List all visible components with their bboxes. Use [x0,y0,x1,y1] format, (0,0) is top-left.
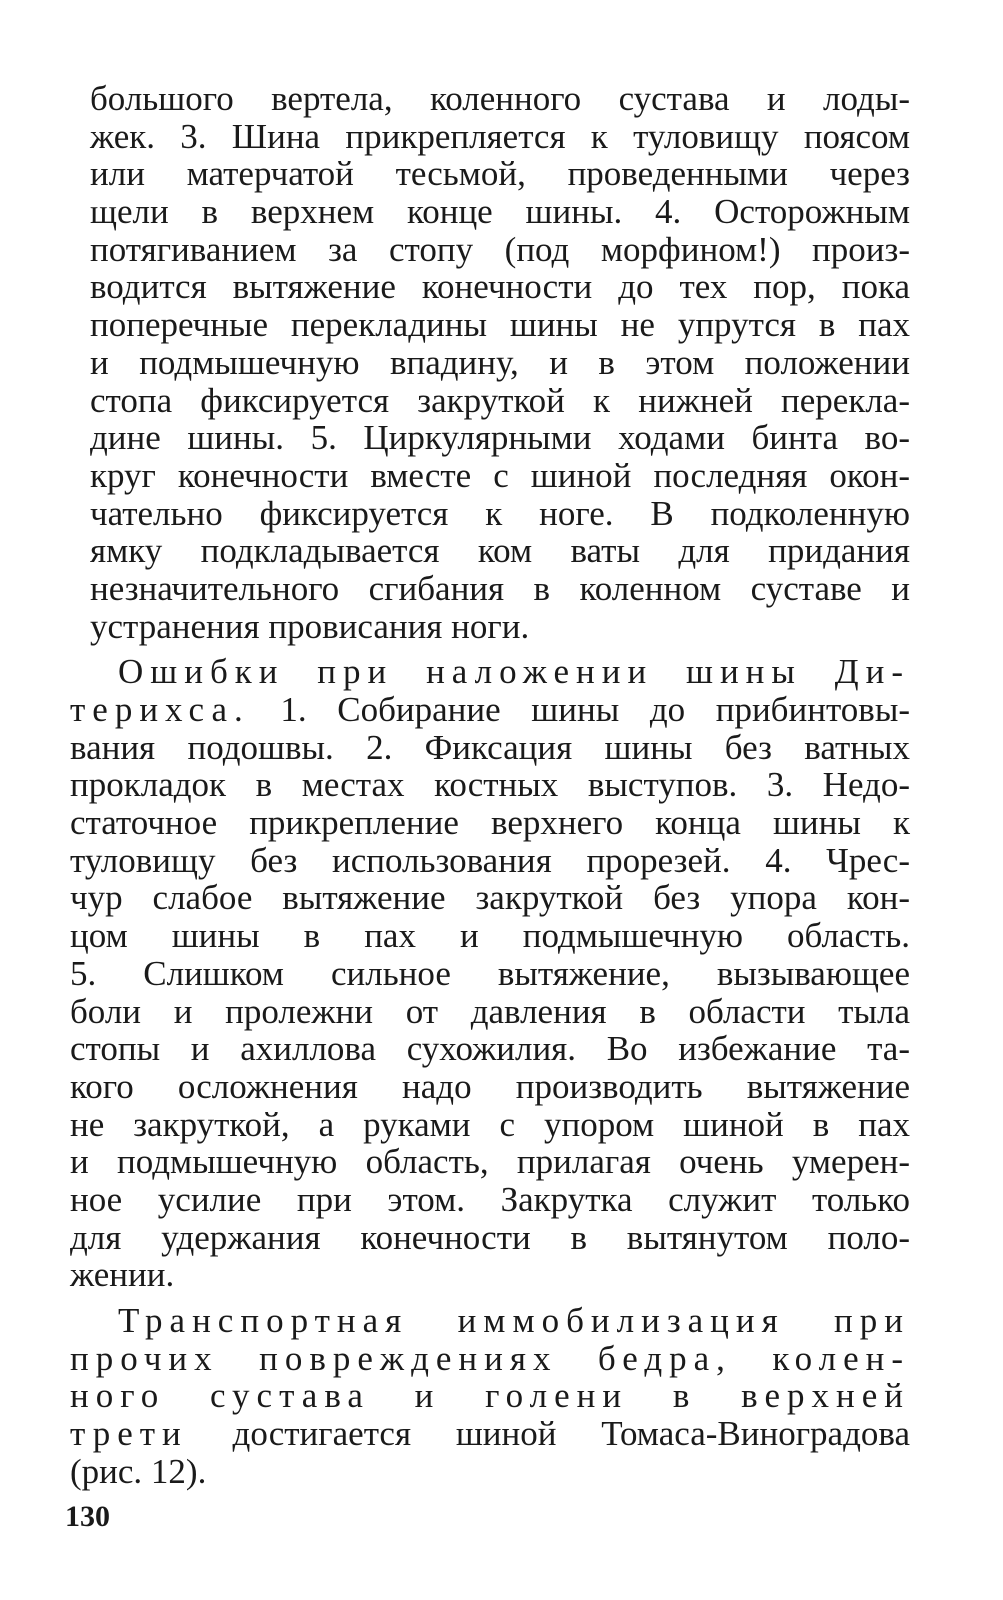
text-line: жении. [70,1255,175,1295]
text-line: или матерчатой тесьмой, проведенными через [90,154,910,194]
paragraph-3 [70,1302,910,1490]
text-line: цом шины в пах и подмышечную область. [70,916,910,956]
text-line: для удержания конечности в вытянутом поло- [70,1217,910,1257]
text-line: ное усилие при этом. Закрутка служит только [70,1179,910,1219]
text-line: вания подошвы. 2. Фиксация шины без ватных [70,727,910,767]
section-heading: Транспортная иммобилизация при [118,1301,910,1340]
text-fragment: 1. Собирание шины до прибинтовы- [249,690,910,729]
text-fragment: достигается шиной Томаса-Виноградова [187,1414,910,1454]
text-line: устранения провисания ноги. [90,606,530,646]
text-line: большого вертела, коленного сустава и лоды- [90,79,910,118]
text-line: и подмышечную впадину, и в этом положении [90,342,910,382]
text-line: круг конечности вместе с шиной последняя окон- [90,455,910,495]
paragraph-1 [90,80,910,645]
text-line: туловищу без использования прорезей. 4. Чрес- [70,840,910,880]
text-line: 5. Слишком сильное вытяжение, вызывающее [70,953,910,993]
text-line: статочное прикрепление верхнего конца шины к [70,803,910,843]
text-line [70,691,910,729]
text-line: щели в верхнем конце шины. 4. Осторожным [90,192,910,232]
text-line: ямку подкладывается ком ваты для придания [90,531,910,571]
text-line: водится вытяжение конечности до тех пор, пока [90,267,910,307]
text-line: стопы и ахиллова сухожилия. Во избежание та- [70,1029,910,1069]
section-heading-continued: трети [70,1414,188,1454]
text-line: потягиванием за стопу (под морфином!) произ- [90,229,910,269]
text-line: жек. 3. Шина прикрепляется к туловищу поясом [90,116,910,156]
section-heading: прочих повреждениях бедра, колен- [70,1338,910,1378]
text-line: прокладок в местах костных выступов. 3. Недо- [70,765,910,805]
text-line: боли и пролежни от давления в области тыла [70,991,910,1031]
section-heading: ного сустава и голени в верхней [70,1376,910,1416]
text-line: чательно фиксируется к ноге. В подколенную [90,493,910,533]
page-text [70,80,910,1490]
section-heading-continued: терихса. [70,690,250,729]
paragraph-2 [70,653,910,1294]
text-line: кого осложнения надо производить вытяжение [70,1066,910,1106]
text-line: чур слабое вытяжение закруткой без упора кон- [70,878,910,918]
text-line: и подмышечную область, прилагая очень умерен- [70,1142,910,1182]
text-line: дине шины. 5. Циркулярными ходами бинта во- [90,418,910,458]
page-number: 130 [65,1500,110,1533]
text-line: поперечные перекладины шины не упрутся в пах [90,305,910,345]
text-line [70,1415,910,1453]
text-line: не закруткой, а руками с упором шиной в пах [70,1104,910,1144]
text-line: стопа фиксируется закруткой к нижней перекла- [90,380,910,420]
text-line: незначительного сгибания в коленном суставе и [90,568,910,608]
text-line: (рис. 12). [70,1451,207,1491]
section-heading: Ошибки при наложении шины Ди- [118,652,910,692]
